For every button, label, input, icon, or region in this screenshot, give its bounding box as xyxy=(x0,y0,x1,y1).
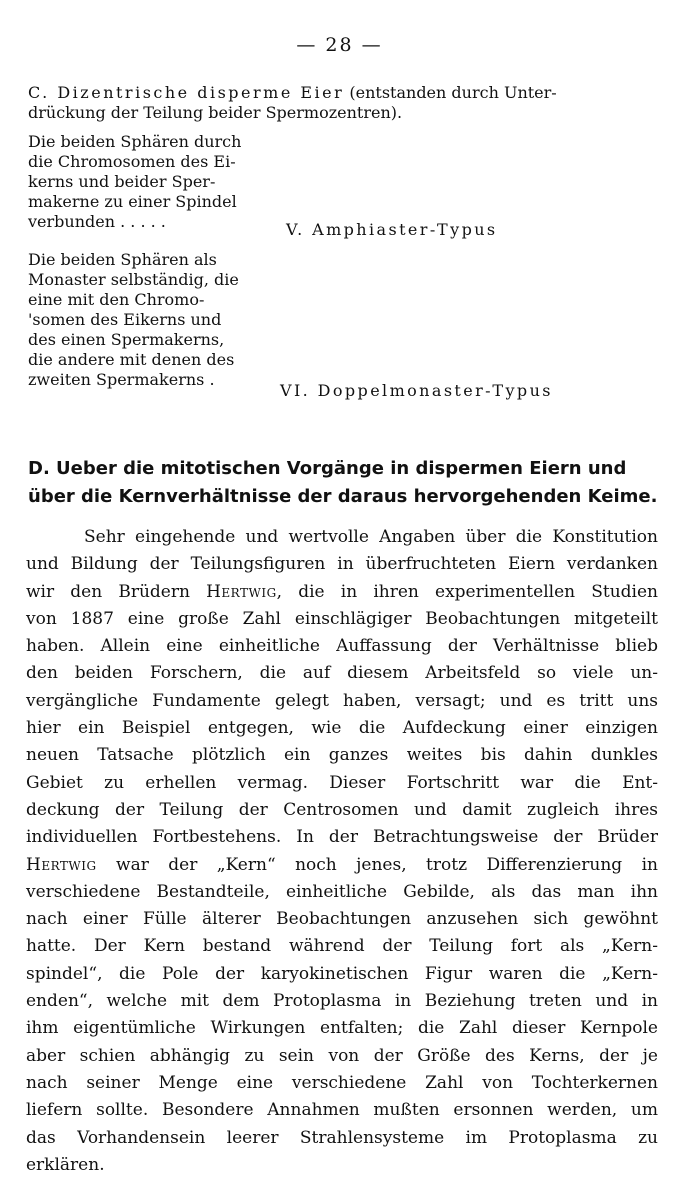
text-line: Sehr eingehende und wertvolle Angaben über die Konstitution xyxy=(84,527,658,547)
text-line: ihm eigentümliche Wirkungen entfalten; die Zahl dieser Kernpole xyxy=(26,1018,658,1039)
page-number: — 28 — xyxy=(296,34,383,56)
body-paragraph xyxy=(26,524,658,1179)
section-c-title: C. Dizentrische disperme Eier xyxy=(28,83,345,102)
type-label: V. Amphiaster-Typus xyxy=(286,220,498,239)
description-line: 'somen des Eikerns und xyxy=(28,310,222,329)
type-description xyxy=(28,132,268,232)
type-description xyxy=(28,250,268,390)
description-line: verbunden . . . . . xyxy=(28,212,166,231)
description-line: kerns und beider Sper- xyxy=(28,172,216,191)
description-line: Monaster selbständig, die xyxy=(28,270,239,289)
author-name: Hertwig xyxy=(206,581,277,602)
text-line: deckung der Teilung der Centrosomen und damit zugleich ihres xyxy=(26,799,658,820)
section-c-line-1 xyxy=(28,83,658,103)
description-line: eine mit den Chromo- xyxy=(28,290,205,309)
text-line: das Vorhandensein leerer Strahlensysteme im Protoplasma zu xyxy=(26,1127,658,1148)
section-c-note: (entstanden durch Unter- xyxy=(344,83,557,102)
text-line: verschiedene Bestandteile, einheitliche Gebilde, als das man ihn xyxy=(26,881,658,902)
text-line xyxy=(26,852,658,879)
text-line: nach seiner Menge eine verschiedene Zahl von Tochterkernen xyxy=(26,1072,658,1093)
section-c-heading xyxy=(28,83,658,123)
description-line: makerne zu einer Spindel xyxy=(28,192,237,211)
type-entry-vi xyxy=(28,250,668,400)
description-line: zweiten Spermakerns . xyxy=(28,370,215,389)
text-line: Gebiet zu erhellen vermag. Dieser Fortschritt war die Ent- xyxy=(26,772,658,793)
section-d-line-2: über die Kernverhältnisse der daraus hervorgehenden Keime. xyxy=(28,486,658,507)
type-label: VI. Doppelmonaster-Typus xyxy=(280,381,553,400)
text-segment: wir den Brüdern xyxy=(26,581,207,602)
description-line: Die beiden Sphären als xyxy=(28,250,217,269)
text-line: von 1887 eine große Zahl einschlägiger Beobachtungen mitgeteilt xyxy=(26,608,658,629)
text-line xyxy=(26,579,658,606)
description-line: die andere mit denen des xyxy=(28,350,235,369)
text-line: haben. Allein eine einheitliche Auffassung der Verhältnisse blieb xyxy=(26,636,658,657)
text-segment: , die in ihren experimentellen Studien xyxy=(276,581,658,602)
section-c-line-2: drückung der Teilung beider Spermozentren). xyxy=(28,103,403,122)
description-line: Die beiden Sphären durch xyxy=(28,132,242,151)
text-line: neuen Tatsache plötzlich ein ganzes weites bis dahin dunkles xyxy=(26,745,658,766)
author-name: Hertwig xyxy=(26,854,97,875)
text-segment: war der „Kern“ noch jenes, trotz Differenzierung in xyxy=(96,854,658,875)
text-line: spindel“, die Pole der karyokinetischen Figur waren die „Kern- xyxy=(26,963,658,984)
text-line: liefern sollte. Besondere Annahmen mußten ersonnen werden, um xyxy=(26,1100,658,1121)
section-d-heading xyxy=(28,455,658,511)
text-line: vergängliche Fundamente gelegt haben, versagt; und es tritt uns xyxy=(26,690,658,711)
text-line: den beiden Forschern, die auf diesem Arbeitsfeld so viele un- xyxy=(26,663,658,684)
section-d-line-1: D. Ueber die mitotischen Vorgänge in dispermen Eiern und xyxy=(28,458,627,479)
text-line: hatte. Der Kern bestand während der Teilung fort als „Kern- xyxy=(26,936,658,957)
text-line: enden“, welche mit dem Protoplasma in Beziehung treten und in xyxy=(26,991,658,1012)
description-line: des einen Spermakerns, xyxy=(28,330,225,349)
text-line: hier ein Beispiel entgegen, wie die Aufdeckung einer einzigen xyxy=(26,718,658,739)
type-entry-v xyxy=(28,132,668,239)
text-line: nach einer Fülle älterer Beobachtungen anzusehen sich gewöhnt xyxy=(26,909,658,930)
text-line: individuellen Fortbestehens. In der Betrachtungsweise der Brüder xyxy=(26,827,658,848)
text-line: aber schien abhängig zu sein von der Größe des Kerns, der je xyxy=(26,1045,658,1066)
text-line: erklären. xyxy=(26,1154,105,1175)
description-line: die Chromosomen des Ei- xyxy=(28,152,236,171)
text-line: und Bildung der Teilungsfiguren in überfruchteten Eiern verdanken xyxy=(26,554,658,575)
